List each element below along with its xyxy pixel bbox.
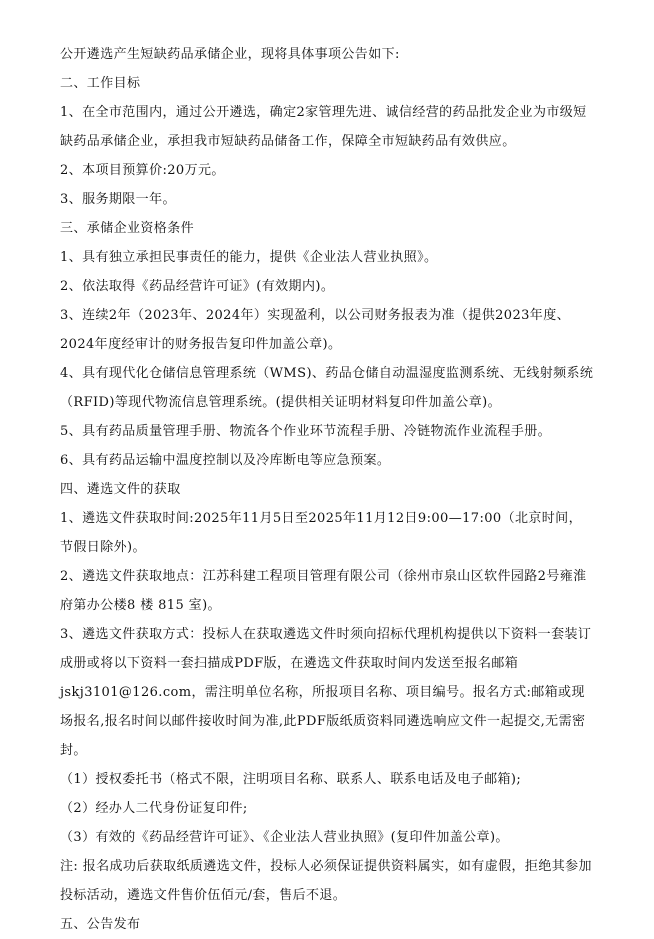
acquisition-item-1: 1、遴选文件获取时间:2025年11月5日至2025年11月12日9:00—17:00（北京时间，节假日除外)。 xyxy=(60,511,582,555)
acquisition-item-3: 3、遴选文件获取方式：投标人在获取遴选文件时须向招标代理机构提供以下资料一套装订成册或将以下资料一套扫描成PDF版，在遴选文件获取时间内发送至报名邮箱 xyxy=(60,627,592,671)
qualification-item-6: 6、具有药品运输中温度控制以及冷库断电等应急预案。 xyxy=(60,453,391,468)
section-heading-document-acquisition: 四、遴选文件的获取 xyxy=(60,482,181,497)
required-material-3: （3）有效的《药品经营许可证》、《企业法人营业执照》(复印件加盖公章)。 xyxy=(60,830,509,845)
goal-item-3: 3、服务期限一年。 xyxy=(60,192,176,207)
section-heading-work-goals: 二、工作目标 xyxy=(60,76,141,91)
section-heading-publication: 五、公告发布 xyxy=(60,917,141,932)
acquisition-item-2: 2、遴选文件获取地点：江苏科建工程项目管理有限公司（徐州市泉山区软件园路2号雍淮府第办公楼8 楼 815 室)。 xyxy=(60,569,587,613)
required-material-1: （1）授权委托书（格式不限，注明项目名称、联系人、联系电话及电子邮箱); xyxy=(60,772,522,787)
registration-note: 注: 报名成功后获取纸质遴选文件，投标人必须保证提供资料属实，如有虚假，拒绝其参加投标活动，遴选文件售价伍佰元/套，售后不退。 xyxy=(60,859,592,903)
goal-item-1: 1、在全市范围内，通过公开遴选，确定2家管理先进、诚信经营的药品批发企业为市级短缺药品承储企业，承担我市短缺药品储备工作，保障全市短缺药品有效供应。 xyxy=(60,105,587,149)
qualification-item-2: 2、依法取得《药品经营许可证》(有效期内)。 xyxy=(60,279,335,294)
qualification-item-4: 4、具有现代化仓储信息管理系统（WMS)、药品仓储自动温湿度监测系统、无线射频系统（RFID)等现代物流信息管理系统。(提供相关证明材料复印件加盖公章)。 xyxy=(60,366,594,410)
acquisition-item-3-continued: jskj3101@126.com，需注明单位名称，所报项目名称、项目编号。报名方式:邮箱或现场报名,报名时间以邮件接收时间为准,此PDF版纸质资料同遴选响应文件一起提交,无需密封。 xyxy=(60,685,586,758)
notice-document xyxy=(60,40,595,939)
intro-paragraph: 公开遴选产生短缺药品承储企业，现将具体事项公告如下: xyxy=(60,47,400,62)
qualification-item-5: 5、具有药品质量管理手册、物流各个作业环节流程手册、冷链物流作业流程手册。 xyxy=(60,424,552,439)
goal-item-2: 2、本项目预算价:20万元。 xyxy=(60,163,225,178)
qualification-item-1: 1、具有独立承担民事责任的能力，提供《企业法人营业执照》。 xyxy=(60,250,438,265)
section-heading-qualifications: 三、承储企业资格条件 xyxy=(60,221,195,236)
qualification-item-3: 3、连续2年（2023年、2024年）实现盈利，以公司财务报表为准（提供2023年度、2024年度经审计的财务报告复印件加盖公章)。 xyxy=(60,308,570,352)
required-material-2: （2）经办人二代身份证复印件; xyxy=(60,801,248,816)
